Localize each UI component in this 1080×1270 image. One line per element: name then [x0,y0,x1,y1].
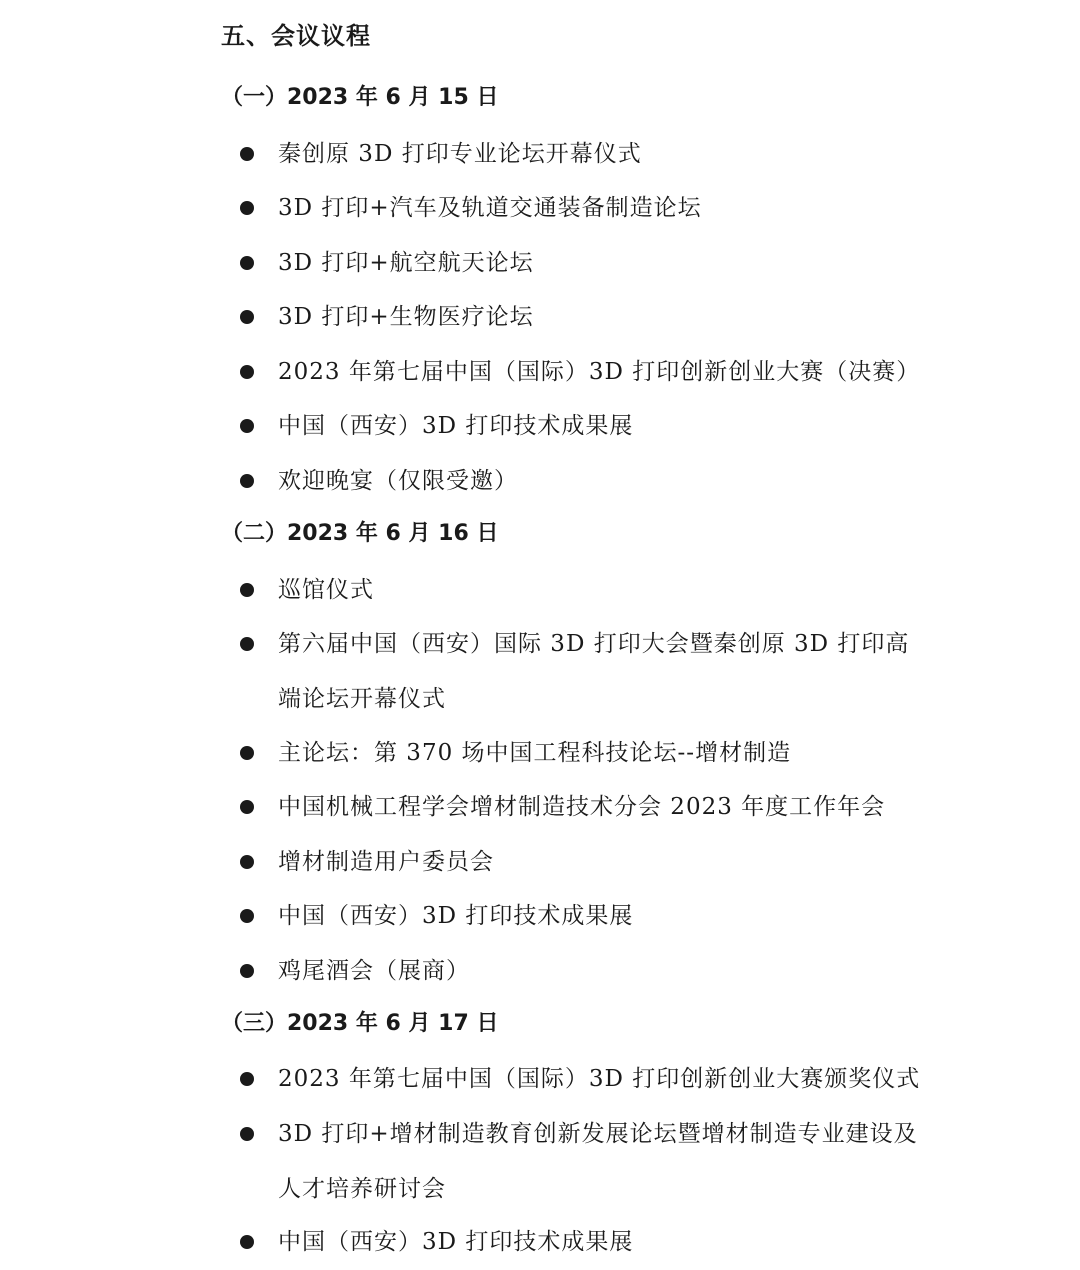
bullet-icon [240,256,254,270]
list-item-text: 3D 打印+航空航天论坛 [278,250,534,276]
list-item-text: 2023 年第七届中国（国际）3D 打印创新创业大赛颁奖仪式 [278,1066,921,1092]
list-item-text: 中国（西安）3D 打印技术成果展 [278,903,634,929]
list-item-text: 3D 打印+生物医疗论坛 [278,304,534,330]
list-item-text: 2023 年第七届中国（国际）3D 打印创新创业大赛（决赛） [278,359,921,385]
bullet-icon [240,365,254,379]
bullet-icon [240,800,254,814]
bullet-icon [240,637,254,651]
bullet-icon [240,1127,254,1141]
bullet-icon [240,1072,254,1086]
list-item-text: 巡馆仪式 [278,577,374,603]
bullet-icon [240,855,254,869]
list-item-text: 3D 打印+增材制造教育创新发展论坛暨增材制造专业建设及人才培养研讨会 [278,1121,918,1202]
list-item-text: 中国（西安）3D 打印技术成果展 [278,1229,634,1255]
bullet-icon [240,964,254,978]
day-heading-3: （三）2023 年 6 月 17 日 [221,1011,499,1036]
day-heading-1: （一）2023 年 6 月 15 日 [221,85,499,110]
bullet-icon [240,147,254,161]
list-item-text: 中国（西安）3D 打印技术成果展 [278,413,634,439]
list-item-text: 秦创原 3D 打印专业论坛开幕仪式 [278,141,642,167]
bullet-icon [240,746,254,760]
bullet-icon [240,1235,254,1249]
list-item-text: 中国机械工程学会增材制造技术分会 2023 年度工作年会 [278,794,886,820]
list-item-text: 3D 打印+汽车及轨道交通装备制造论坛 [278,195,702,221]
list-item-text: 增材制造用户委员会 [278,849,494,875]
bullet-icon [240,474,254,488]
list-item-text: 主论坛：第 370 场中国工程科技论坛--增材制造 [278,740,792,766]
list-item-text: 第六届中国（西安）国际 3D 打印大会暨秦创原 3D 打印高端论坛开幕仪式 [278,631,910,712]
section-title: 五、会议议程 [221,22,371,50]
list-item-text: 鸡尾酒会（展商） [278,958,470,984]
day-heading-2: （二）2023 年 6 月 16 日 [221,521,499,546]
bullet-icon [240,201,254,215]
bullet-icon [240,419,254,433]
bullet-icon [240,909,254,923]
list-item-text: 欢迎晚宴（仅限受邀） [278,468,518,494]
bullet-icon [240,583,254,597]
bullet-icon [240,310,254,324]
